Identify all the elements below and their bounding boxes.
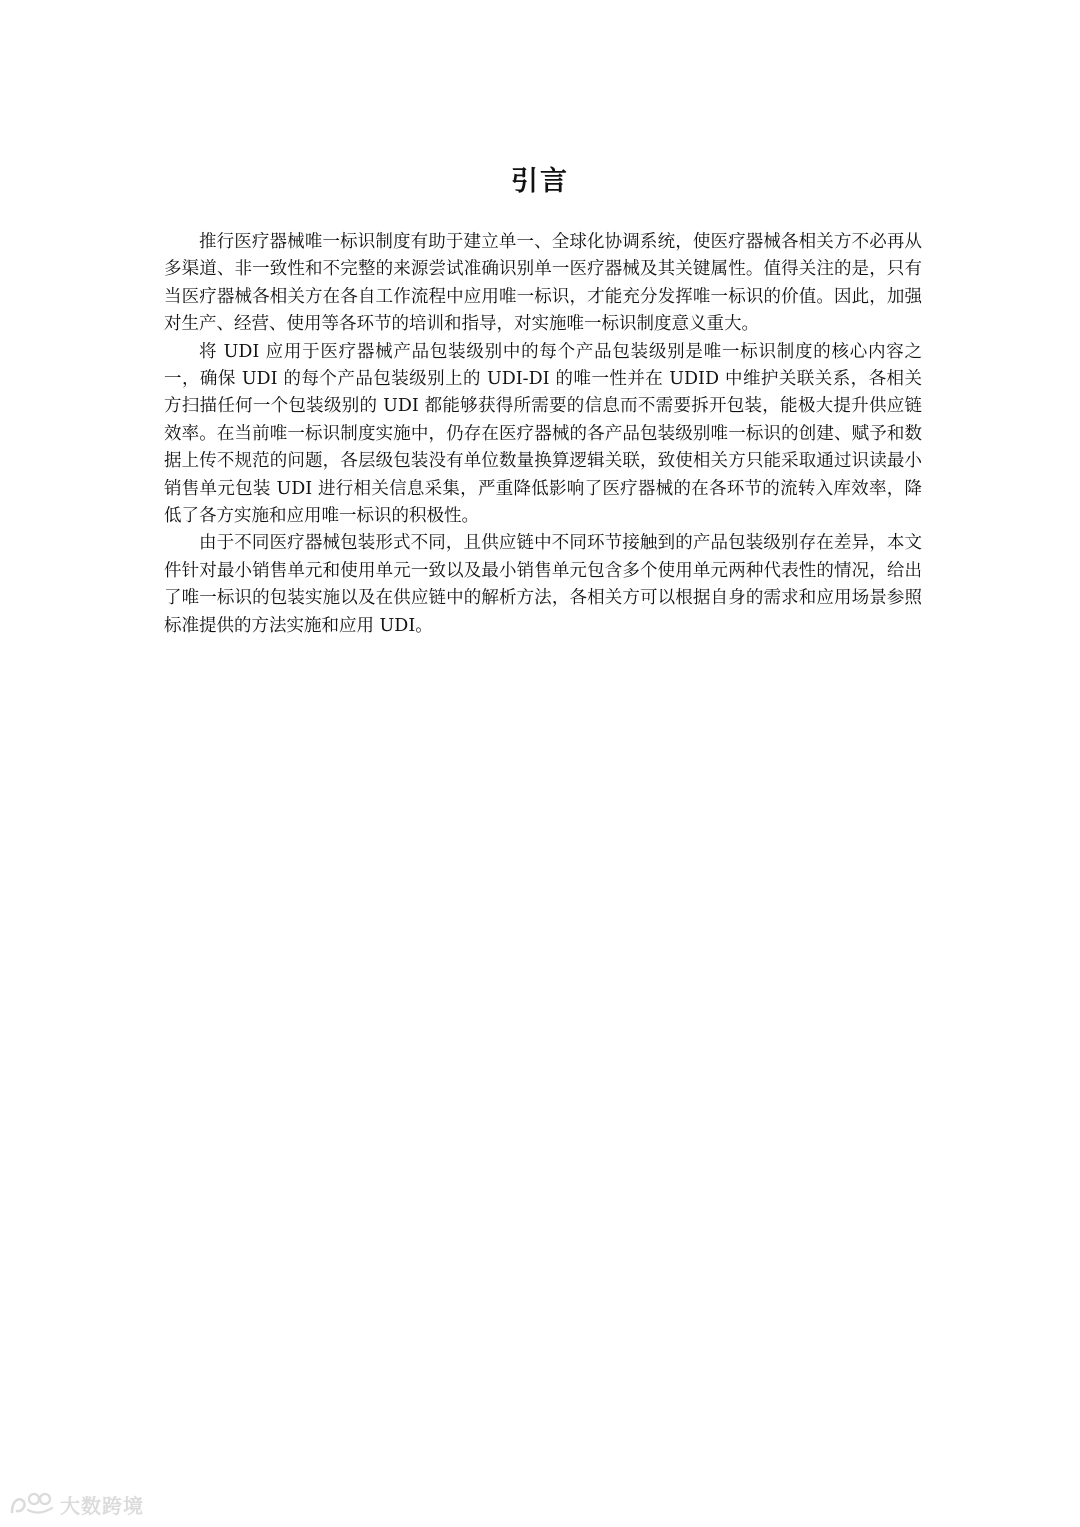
paragraph: 由于不同医疗器械包装形式不同，且供应链中不同环节接触到的产品包装级别存在差异，本文件针对最小销售单元和使用单元一致以及最小销售单元包含多个使用单元两种代表性的情况，给出了唯一标识的包装实施以及在供应链中的解析方法，各相关方可以根据自身的需求和应用场景参照标准提供的方法实施和应用 UDI。 [164,533,922,636]
paragraph: 将 UDI 应用于医疗器械产品包装级别中的每个产品包装级别是唯一标识制度的核心内容之一，确保 UDI 的每个产品包装级别上的 UDI-DI 的唯一性并在 UDID 中维护关联关系，各相关方扫描任何一个包装级别的 UDI 都能够获得所需要的信息而不需要拆开包装，能极大提升供应链效率。在当前唯一标识制度实施中，仍存在医疗器械的各产品包装级别唯一标识的创建、赋予和数据上传不规范的问题，各层级包装没有单位数量换算逻辑关联，致使相关方只能采取通过识读最小销售单元包装 UDI 进行相关信息采集，严重降低影响了医疗器械的在各环节的流转入库效率，降低了各方实施和应用唯一标识的积极性。 [164,341,922,527]
page-title: 引言 [511,166,569,198]
paragraph: 推行医疗器械唯一标识制度有助于建立单一、全球化协调系统，使医疗器械各相关方不必再从多渠道、非一致性和不完整的来源尝试准确识别单一医疗器械及其关键属性。值得关注的是，只有当医疗器械各相关方在各自工作流程中应用唯一标识，才能充分发挥唯一标识的价值。因此，加强对生产、经营、使用等各环节的培训和指导，对实施唯一标识制度意义重大。 [164,232,922,335]
document-body [164,229,922,640]
watermark-text: 大数跨境 [60,1493,144,1518]
brand-logo-icon [8,1490,58,1518]
watermark [8,1489,144,1519]
